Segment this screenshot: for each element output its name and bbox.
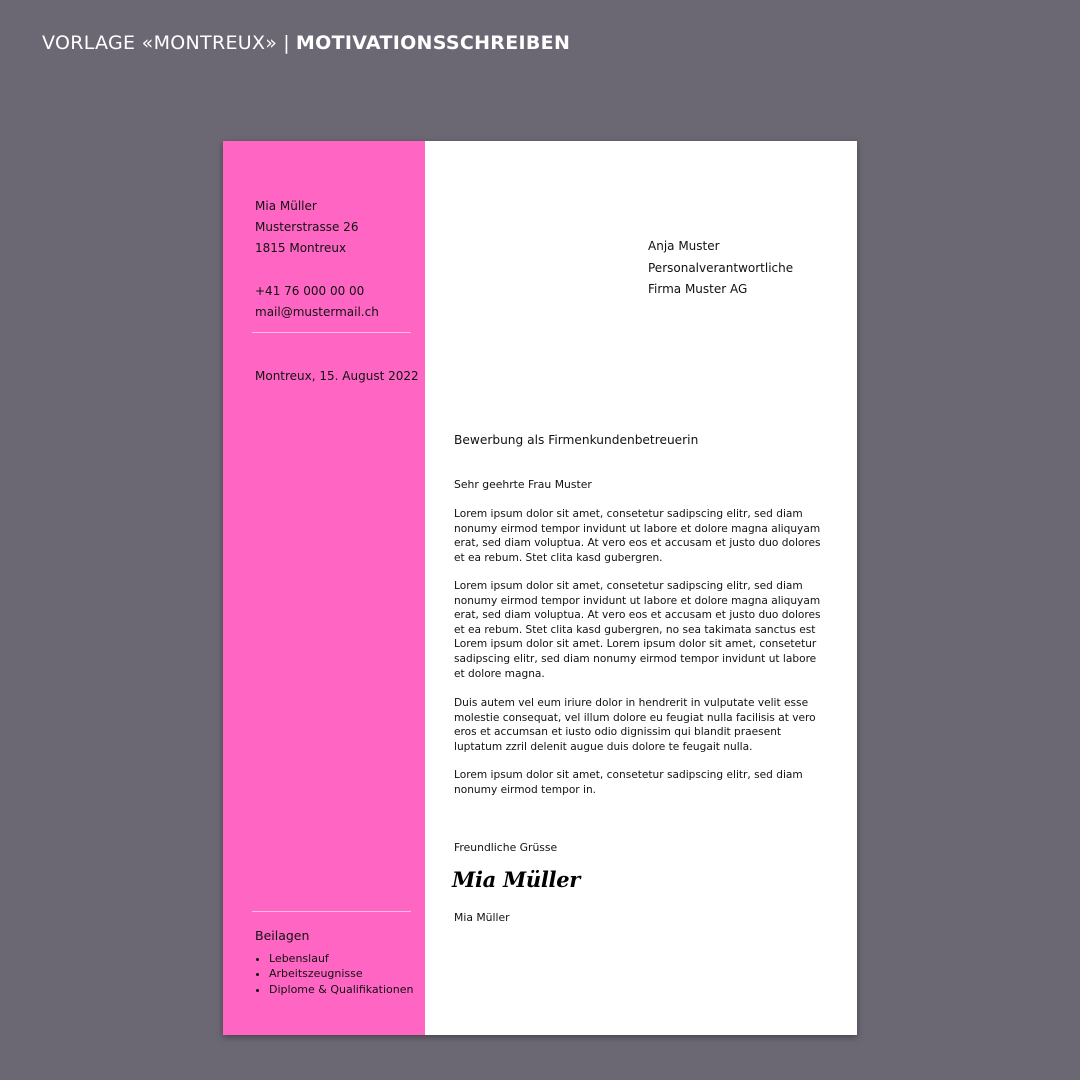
attachment-item: • Lebenslauf (269, 951, 414, 966)
attachment-item: • Diplome & Qualifikationen (269, 982, 414, 997)
banner-title: MOTIVATIONSSCHREIBEN (295, 32, 571, 54)
letter-body (425, 141, 857, 1035)
sidebar (223, 141, 425, 1035)
sender-name: Mia Müller (255, 199, 317, 213)
banner-prefix: VORLAGE «MONTREUX» (42, 32, 278, 54)
page-banner (42, 32, 570, 54)
sender-phone: +41 76 000 00 00 (255, 284, 365, 298)
sender-city: 1815 Montreux (255, 241, 347, 255)
sender-street: Musterstrasse 26 (255, 220, 359, 234)
letter-paragraph-2: Lorem ipsum dolor sit amet, consetetur sadipscing elitr, sed diam nonumy eirmod tempor invidunt ut labore et dolore magna aliquyam erat, sed diam voluptua. At vero eos et accusam et justo duo dolores et ea rebum. Stet clita kasd gubergren, no sea takimata sanctus est Lorem ipsum dolor sit amet. Lorem ipsum dolor sit amet, consetetur sadipscing elitr, sed diam nonumy eirmod tempor invidunt ut labore et dolore magna. (454, 580, 821, 680)
letter-paragraph-3: Duis autem vel eum iriure dolor in hendrerit in vulputate velit esse molestie consequat, vel illum dolore eu feugiat nulla facilisis at vero eros et accumsan et iusto odio dignissim qui blandit praesent luptatum zzril delenit augue duis dolore te feugait nulla. (454, 697, 816, 753)
signer-name: Mia Müller (454, 911, 510, 924)
attachments-list (255, 951, 414, 997)
recipient-company: Firma Muster AG (648, 282, 748, 296)
recipient-block (648, 236, 793, 301)
sidebar-divider-top (252, 332, 411, 333)
letter-subject: Bewerbung als Firmenkundenbetreuerin (454, 433, 699, 447)
letter-paragraph-1: Lorem ipsum dolor sit amet, consetetur sadipscing elitr, sed diam nonumy eirmod tempor invidunt ut labore et dolore magna aliquyam erat, sed diam voluptua. At vero eos et accusam et justo duo dolores et ea rebum. Stet clita kasd gubergren. (454, 508, 821, 564)
attachment-item: • Arbeitszeugnisse (269, 966, 414, 981)
letter-sheet (223, 141, 857, 1035)
sidebar-divider-bottom (252, 911, 411, 912)
sender-email: mail@mustermail.ch (255, 305, 379, 319)
recipient-name: Anja Muster (648, 239, 720, 253)
letter-paragraph-4: Lorem ipsum dolor sit amet, consetetur sadipscing elitr, sed diam nonumy eirmod tempor in. (454, 769, 803, 796)
letter-date: Montreux, 15. August 2022 (255, 369, 419, 383)
letter-closing: Freundliche Grüsse (454, 841, 558, 854)
letter-salutation: Sehr geehrte Frau Muster (454, 478, 592, 491)
signature: Mia Müller (452, 867, 581, 892)
recipient-role: Personalverantwortliche (648, 260, 794, 275)
banner-separator: | (283, 32, 290, 54)
attachments-title: Beilagen (255, 928, 310, 943)
